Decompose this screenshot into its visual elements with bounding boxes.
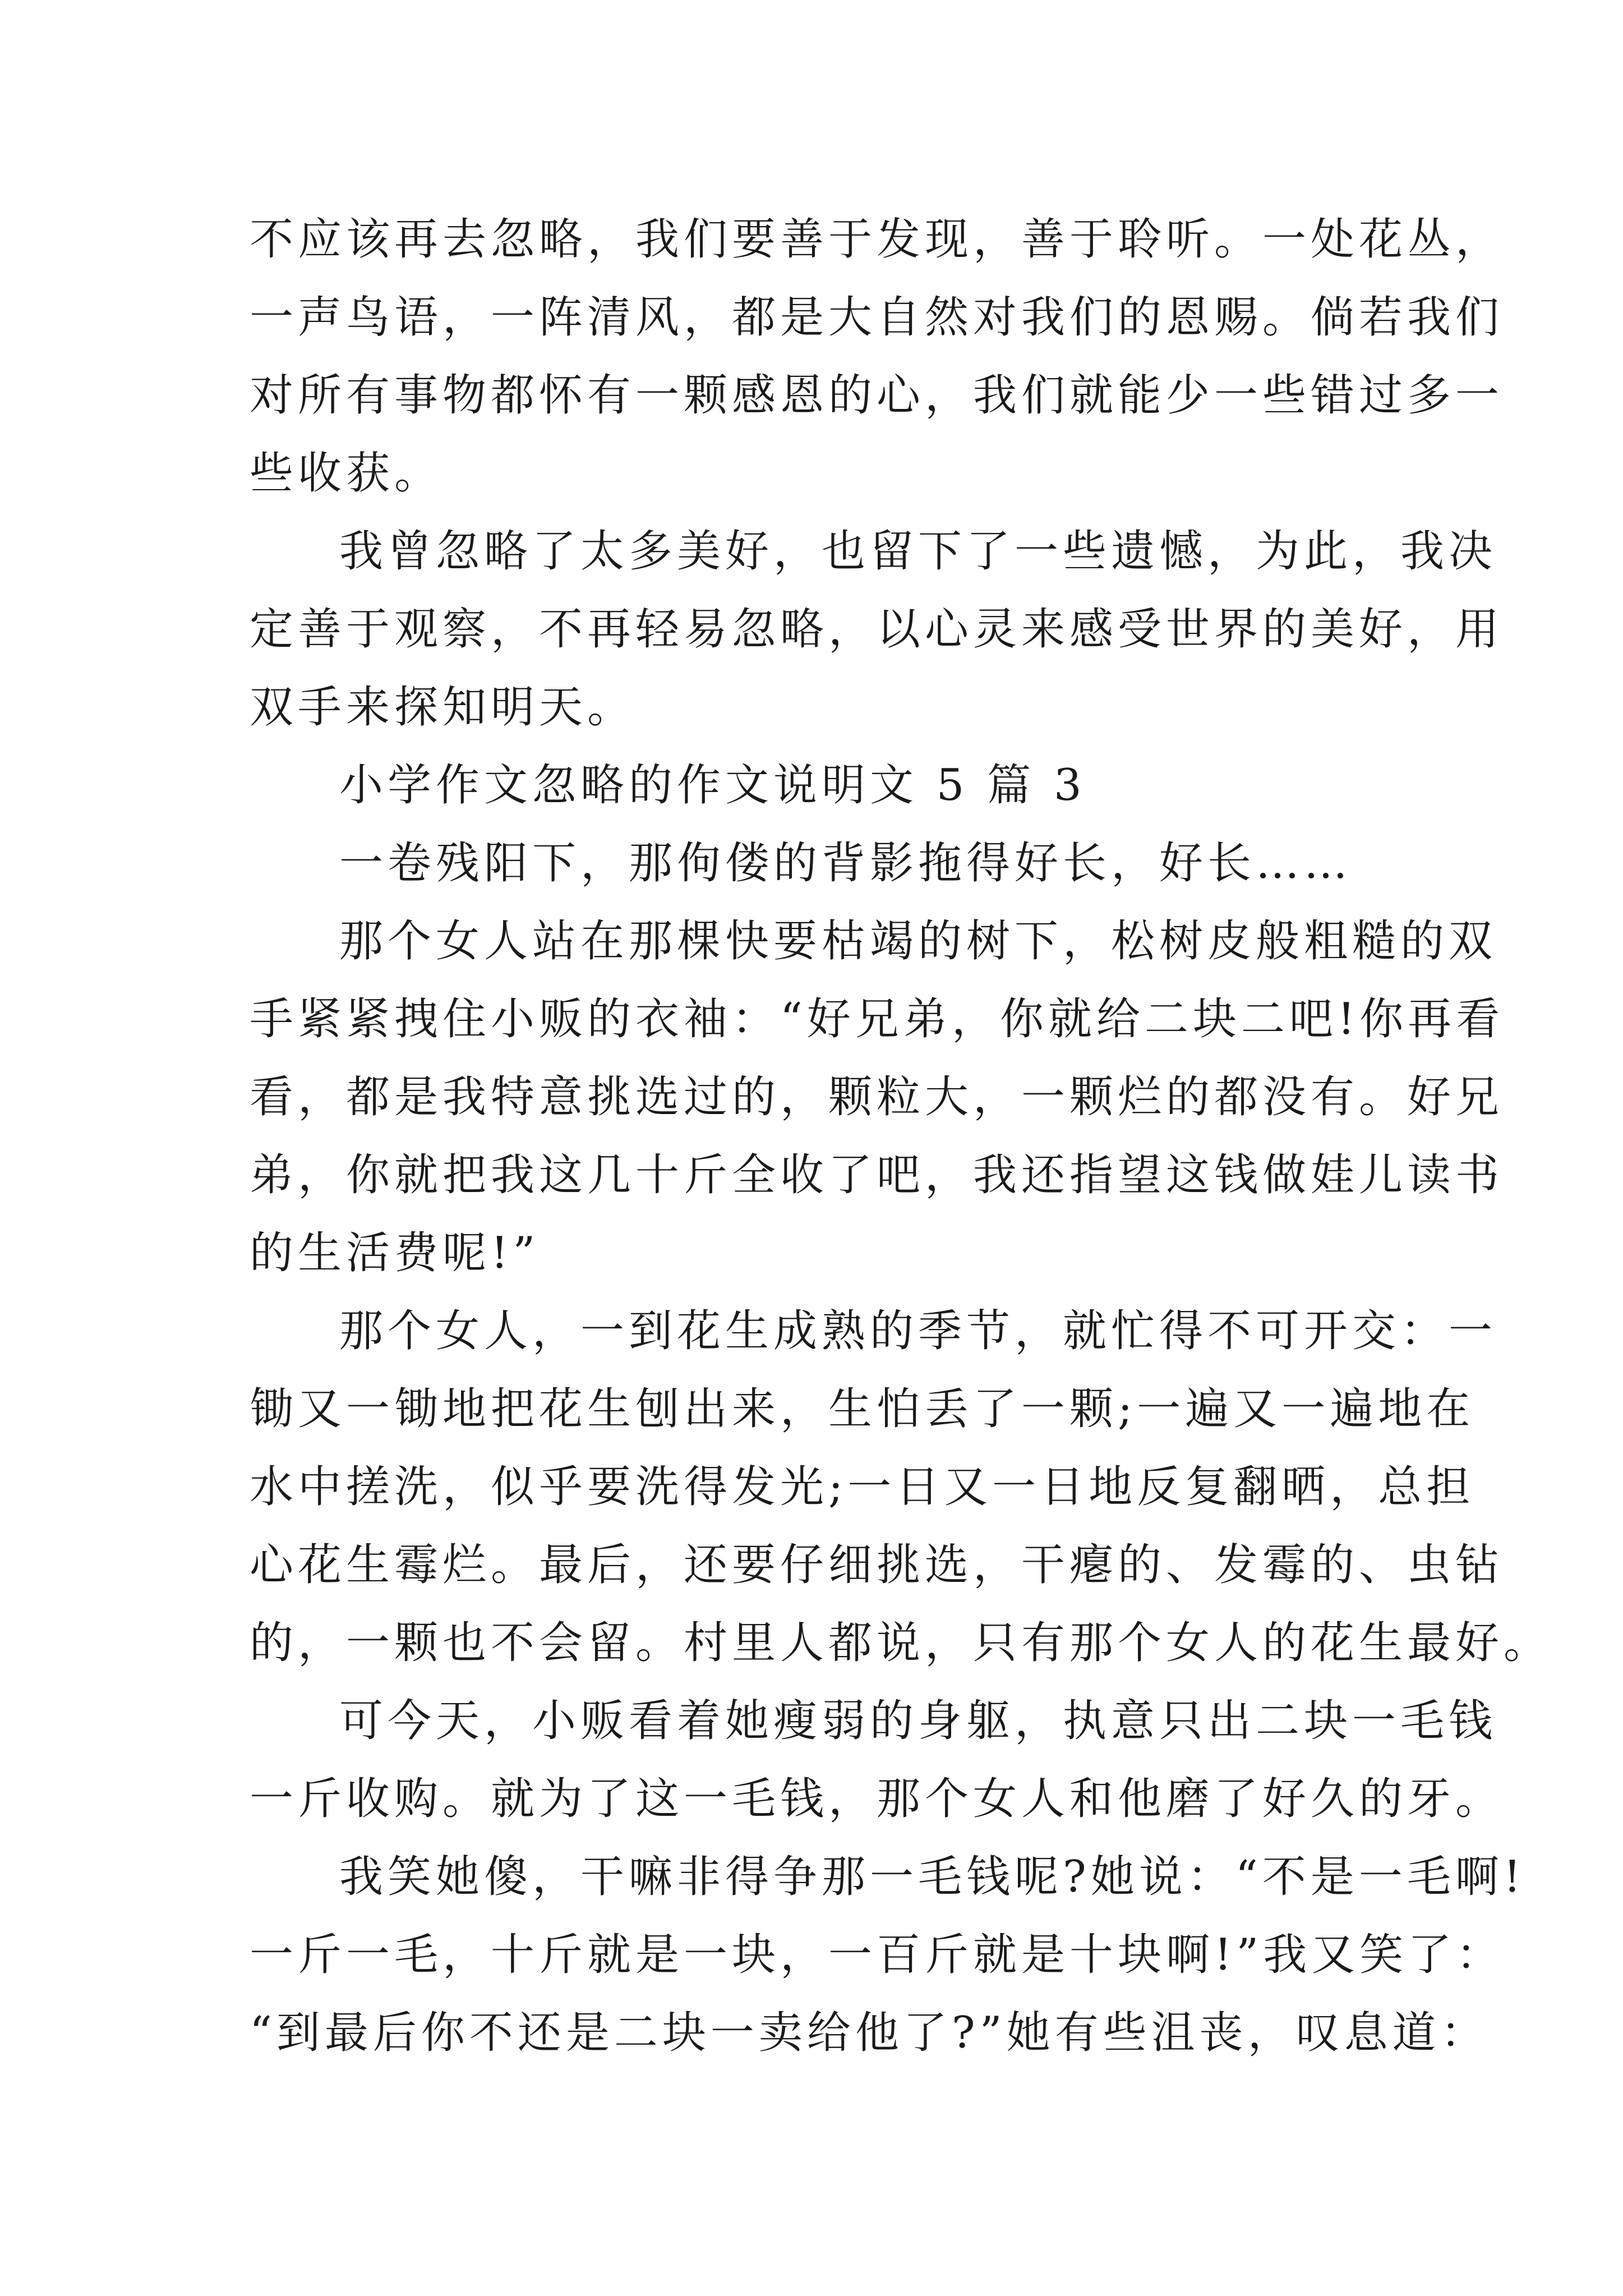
text-line: 定善于观察，不再轻易忽略，以心灵来感受世界的美好，用 <box>250 604 1504 655</box>
text-line: 小学作文忽略的作文说明文 5 篇 3 <box>339 760 1086 811</box>
text-line: 不应该再去忽略，我们要善于发现，善于聆听。一处花丛， <box>250 214 1504 265</box>
text-line: 水中搓洗，似乎要洗得发光;一日又一日地反复翻晒，总担 <box>250 1462 1475 1512</box>
text-line: 一声鸟语，一阵清风，都是大自然对我们的恩赐。倘若我们 <box>250 292 1504 343</box>
body-text <box>250 201 1552 2072</box>
text-line: 对所有事物都怀有一颗感恩的心，我们就能少一些错过多一 <box>250 370 1504 421</box>
text-line: 心花生霉烂。最后，还要仔细挑选，干瘪的、发霉的、虫钻 <box>250 1540 1504 1590</box>
text-line: 双手来探知明天。 <box>250 682 636 733</box>
text-line: 一卷残阳下，那佝偻的背影拖得好长，好长…… <box>339 838 1353 889</box>
text-line: 我笑她傻，干嘛非得争那一毛钱呢?她说：“不是一毛啊! <box>339 1852 1526 1902</box>
text-line: 我曾忽略了太多美好，也留下了一些遗憾，为此，我决 <box>339 526 1497 577</box>
text-line: 手紧紧拽住小贩的衣袖：“好兄弟，你就给二块二吧!你再看 <box>250 994 1505 1045</box>
text-line: 一斤一毛，十斤就是一块，一百斤就是十块啊!”我又笑了： <box>250 1930 1505 1980</box>
text-line: 那个女人，一到花生成熟的季节，就忙得不可开交：一 <box>339 1306 1497 1356</box>
text-line: 那个女人站在那棵快要枯竭的树下，松树皮般粗糙的双 <box>339 916 1497 967</box>
text-line: 可今天，小贩看着她瘦弱的身躯，执意只出二块一毛钱 <box>339 1696 1497 1746</box>
text-line: 看，都是我特意挑选过的，颗粒大，一颗烂的都没有。好兄 <box>250 1072 1504 1122</box>
text-line: 些收获。 <box>250 448 443 499</box>
text-line: 的，一颗也不会留。村里人都说，只有那个女人的花生最好。 <box>250 1618 1552 1668</box>
text-line: 一斤收购。就为了这一毛钱，那个女人和他磨了好久的牙。 <box>250 1774 1504 1824</box>
text-line: 的生活费呢!” <box>250 1228 540 1278</box>
text-line: 弟，你就把我这几十斤全收了吧，我还指望这钱做娃儿读书 <box>250 1150 1504 1200</box>
text-line: 锄又一锄地把花生刨出来，生怕丢了一颗;一遍又一遍地在 <box>250 1384 1475 1434</box>
text-line: “到最后你不还是二块一卖给他了?”她有些沮丧，叹息道： <box>250 2008 1489 2058</box>
